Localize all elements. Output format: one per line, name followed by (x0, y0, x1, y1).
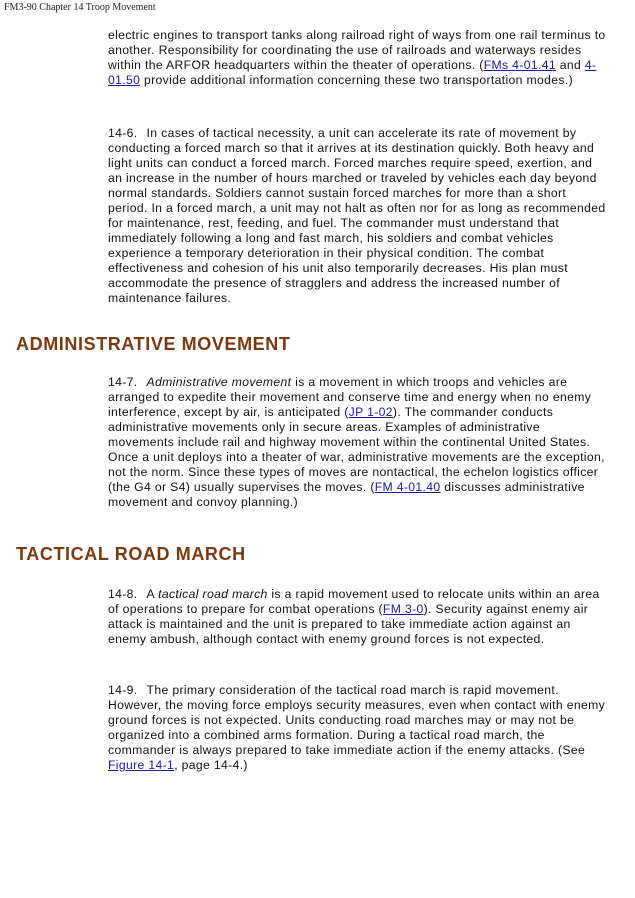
paragraph-number: 14-7. (108, 375, 138, 389)
paragraph-number: 14-9. (108, 683, 138, 697)
paragraph-14-6 (108, 126, 608, 306)
paragraph-text-1: is a rapid movement used to relocate units within an area of operations to prepare for combat operations ( (108, 587, 600, 616)
intro-paragraph (108, 28, 608, 88)
paragraph-14-9 (108, 683, 608, 773)
link-jp-1-02[interactable]: JP 1-02 (348, 405, 393, 419)
link-fm-3-0[interactable]: FM 3-0 (382, 602, 424, 616)
link-figure-14-1[interactable]: Figure 14-1 (108, 758, 175, 772)
paragraph-text-2: ). Security against enemy air attack is maintained and the unit is prepared to take immediate action against an enemy ambush, although contact with enemy ground forces is not expected. (108, 602, 589, 646)
intro-text-1: electric engines to transport tanks along railroad right of ways from one rail terminus to another. Responsibility for coordinating the use of railroads and waterways resides within the ARFOR headquarters within the theater of operations. ( (108, 28, 606, 72)
paragraph-text-2: ). The commander conducts administrative movements only in secure areas. Examples of administrative movements include rail and highway movement within the continental United States. Once a unit deploys into a theater of war, administrative movements are the exception, not the norm. Since these types of moves are nontactical, the echelon logistics officer (the G4 or S4) usually supervises the moves. ( (108, 405, 605, 494)
link-4-01-50[interactable]: 4-01.50 (108, 58, 597, 87)
paragraph-text: In cases of tactical necessity, a unit can accelerate its rate of movement by conducting a forced march so that it arrives at its destination quickly. Both heavy and light units can conduct a forced march. Forced marches require speed, exertion, and an increase in the number of hours marched or traveled by vehicles each day beyond normal standards. Soldiers cannot sustain forced marches for more than a short period. In a forced march, a unit may not halt as often nor for as long as recommended for maintenance, rest, feeding, and fuel. The commander must understand that immediately following a long and fast march, his soldiers and combat vehicles experience a temporary deterioration in their physical condition. The combat effectiveness and cohesion of his unit also temporarily decreases. His plan must accommodate the presence of stragglers and address the increased number of maintenance failures. (108, 126, 606, 305)
intro-text-2: and (555, 58, 585, 72)
paragraph-text-1: is a movement in which troops and vehicles are arranged to expedite their movement and conserve time and energy when no enemy interference, except by air, is anticipated ( (108, 375, 592, 419)
paragraph-number: 14-8. (108, 587, 138, 601)
paragraph-text-3: discusses administrative movement and convoy planning.) (108, 480, 585, 509)
intro-text-3: provide additional information concerning these two transportation modes.) (140, 73, 573, 87)
link-fms-4-01-41[interactable]: FMs 4-01.41 (483, 58, 556, 72)
defined-term: Administrative movement (146, 375, 292, 389)
paragraph-text-0: A (146, 587, 159, 601)
paragraph-14-8 (108, 587, 608, 647)
link-fm-4-01-40[interactable]: FM 4-01.40 (374, 480, 441, 494)
section-heading-tactical-road-march: TACTICAL ROAD MARCH (16, 544, 246, 564)
section-heading-administrative-movement: ADMINISTRATIVE MOVEMENT (16, 334, 291, 354)
defined-term: tactical road march (158, 587, 268, 601)
running-header: FM3-90 Chapter 14 Troop Movement (4, 2, 156, 13)
paragraph-text-1: The primary consideration of the tactical road march is rapid movement. However, the moving force employs security measures, even when contact with enemy ground forces is not expected. Units conducting road marches may or may not be organized into a combined arms formation. During a tactical road march, the commander is always prepared to take immediate action if the enemy attacks. (See (108, 683, 606, 757)
paragraph-number: 14-6. (108, 126, 138, 140)
paragraph-text-2: , page 14-4.) (174, 758, 248, 772)
paragraph-14-7 (108, 375, 608, 510)
